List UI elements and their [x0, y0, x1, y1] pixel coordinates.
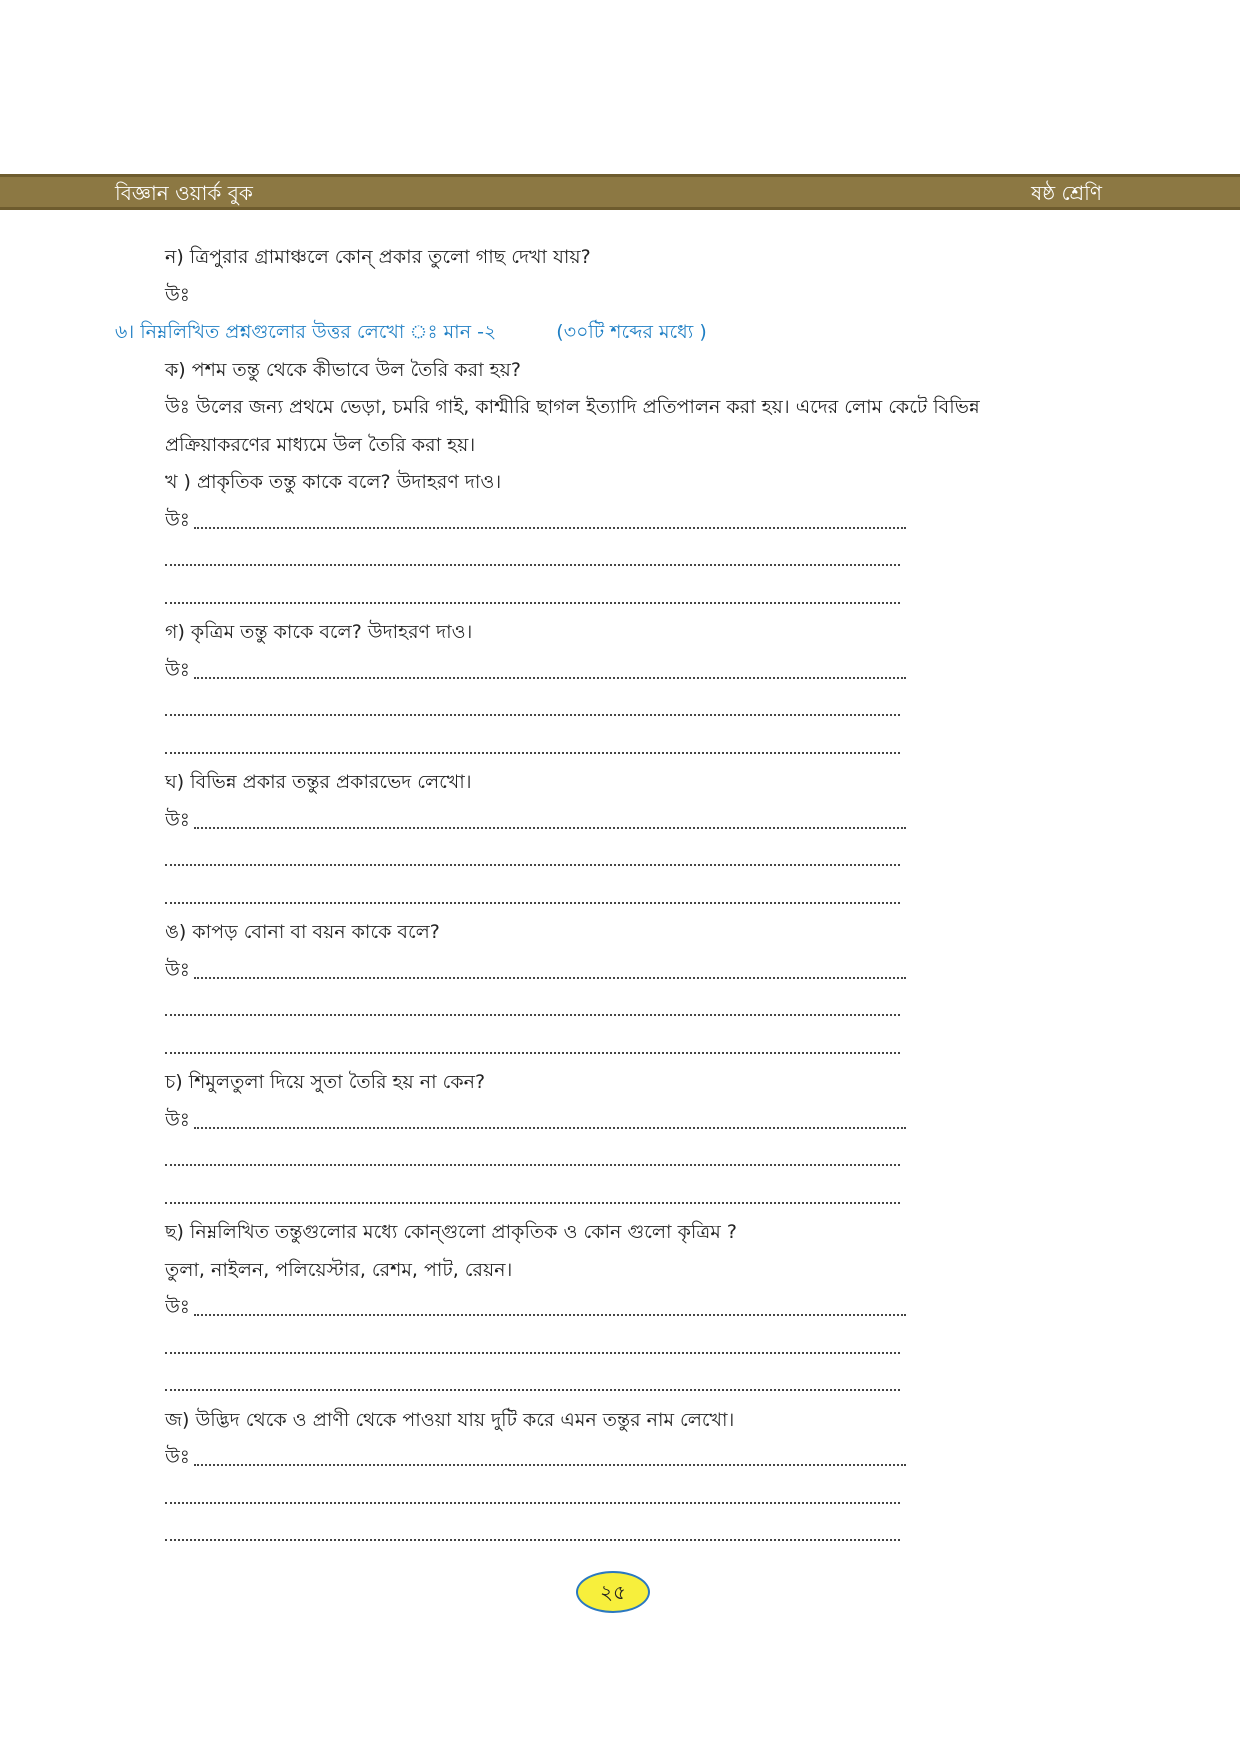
answer-line[interactable]: উঃ	[165, 1444, 910, 1470]
answer-line[interactable]	[165, 994, 910, 1020]
question-ga: গ) কৃত্রিম তন্তু কাকে বলে? উদাহরণ দাও।	[165, 621, 473, 643]
answer-line[interactable]	[165, 1369, 910, 1395]
answer-line[interactable]	[165, 732, 910, 758]
answer-line[interactable]	[165, 844, 910, 870]
book-title: বিজ্ঞান ওয়ার্ক বুক	[115, 181, 253, 205]
answer-line[interactable]	[165, 1182, 910, 1208]
answer-ka-line1: উঃ উলের জন্য প্রথমে ভেড়া, চমরি গাই, কাশ্মীরি ছাগল ইত্যাদি প্রতিপালন করা হয়। এদের লোম কেটে বিভিন্ন	[165, 396, 980, 418]
answer-line[interactable]: উঃ	[165, 657, 910, 683]
answer-line[interactable]: উঃ	[165, 507, 910, 533]
fiber-list: তুলা, নাইলন, পলিয়েস্টার, রেশম, পাট, রেয়ন।	[165, 1259, 513, 1281]
answer-line[interactable]	[165, 582, 910, 608]
answer-line[interactable]	[165, 1144, 910, 1170]
section-heading	[115, 319, 707, 345]
answer-line[interactable]: উঃ	[165, 1294, 910, 1320]
answer-prefix-na: উঃ	[165, 284, 190, 306]
section-title: ৬। নিম্নলিখিত প্রশ্নগুলোর উত্তর লেখো ঃ মান -২	[115, 321, 497, 343]
word-limit-note: (৩০টি শব্দের মধ্যে )	[556, 321, 707, 343]
answer-line[interactable]	[165, 1332, 910, 1358]
question-ja: জ) উদ্ভিদ থেকে ও প্রাণী থেকে পাওয়া যায় দুটি করে এমন তন্তুর নাম লেখো।	[165, 1409, 735, 1431]
page-number: ২৫	[576, 1571, 650, 1613]
question-ka: ক) পশম তন্তু থেকে কীভাবে উল তৈরি করা হয়?	[165, 359, 521, 381]
question-chha: ছ) নিম্নলিখিত তন্তুগুলোর মধ্যে কোন্‌গুলো প্রাকৃতিক ও কোন গুলো কৃত্রিম ?	[165, 1221, 737, 1243]
answer-line[interactable]	[165, 882, 910, 908]
question-gha: ঘ) বিভিন্ন প্রকার তন্তুর প্রকারভেদ লেখো।	[165, 771, 472, 793]
answer-line[interactable]: উঃ	[165, 807, 910, 833]
question-kha: খ ) প্রাকৃতিক তন্তু কাকে বলে? উদাহরণ দাও।	[165, 471, 502, 493]
answer-line[interactable]	[165, 1519, 910, 1545]
class-label: ষষ্ঠ শ্রেণি	[1031, 181, 1102, 205]
answer-line[interactable]	[165, 1482, 910, 1508]
question-na: ন) ত্রিপুরার গ্রামাঞ্চলে কোন্ প্রকার তুলো গাছ দেখা যায়?	[165, 246, 591, 268]
answer-line[interactable]	[165, 694, 910, 720]
header-bar	[0, 174, 1240, 210]
question-uma: ঙ) কাপড় বোনা বা বয়ন কাকে বলে?	[165, 921, 440, 943]
question-cha: চ) শিমুলতুলা দিয়ে সুতা তৈরি হয় না কেন?	[165, 1071, 486, 1093]
answer-ka-line2: প্রক্রিয়াকরণের মাধ্যমে উল তৈরি করা হয়।	[165, 434, 476, 456]
answer-line[interactable]: উঃ	[165, 1107, 910, 1133]
answer-line[interactable]	[165, 1032, 910, 1058]
answer-line[interactable]: উঃ	[165, 957, 910, 983]
answer-line[interactable]	[165, 544, 910, 570]
